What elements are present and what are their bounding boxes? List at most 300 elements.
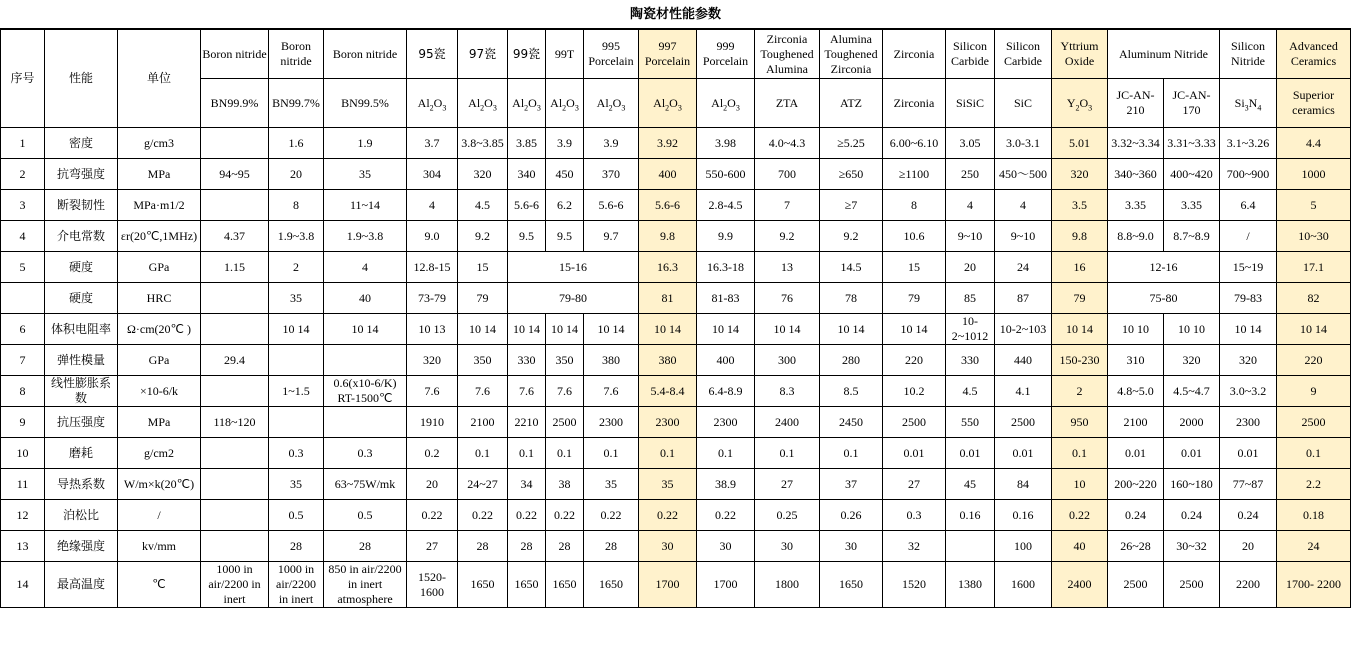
row-unit: g/cm2 (118, 438, 201, 469)
row-property: 弹性模量 (45, 345, 118, 376)
material-header: Silicon Nitride (1220, 30, 1277, 79)
table-cell: 79 (1052, 283, 1108, 314)
table-row (1, 190, 1351, 221)
table-cell: 10 14 (820, 314, 883, 345)
table-cell: 10.6 (883, 221, 946, 252)
table-cell: 3.9 (546, 128, 584, 159)
table-cell: 15 (458, 252, 508, 283)
table-cell: 1380 (946, 562, 995, 608)
material-header: Silicon Carbide (946, 30, 995, 79)
table-cell: 79-83 (1220, 283, 1277, 314)
table-cell: 450～500 (995, 159, 1052, 190)
table-cell: 1650 (508, 562, 546, 608)
table-cell: 16.3 (639, 252, 697, 283)
table-cell: 9 (1277, 376, 1351, 407)
table-cell: 2200 (1220, 562, 1277, 608)
table-cell: 0.22 (458, 500, 508, 531)
table-cell: 1700 (639, 562, 697, 608)
table-cell: 330 (508, 345, 546, 376)
row-seq: 4 (1, 221, 45, 252)
table-cell: 0.24 (1164, 500, 1220, 531)
header-seq: 序号 (1, 30, 45, 128)
table-cell: 8 (883, 190, 946, 221)
table-cell: 8.8~9.0 (1108, 221, 1164, 252)
table-cell: 160~180 (1164, 469, 1220, 500)
table-cell: 27 (407, 531, 458, 562)
table-row (1, 159, 1351, 190)
table-cell: 320 (1164, 345, 1220, 376)
table-cell (201, 128, 269, 159)
table-cell: 1.15 (201, 252, 269, 283)
table-cell: 6.4-8.9 (697, 376, 755, 407)
table-cell: 7.6 (546, 376, 584, 407)
table-cell: 7.6 (508, 376, 546, 407)
table-cell: 8.5 (820, 376, 883, 407)
table-cell: 24~27 (458, 469, 508, 500)
material-header: 99T (546, 30, 584, 79)
table-cell (946, 531, 995, 562)
table-cell: 4 (995, 190, 1052, 221)
material-header: 95瓷 (407, 30, 458, 79)
table-row (1, 252, 1351, 283)
table-cell: 63~75W/mk (324, 469, 407, 500)
table-cell: 3.8~3.85 (458, 128, 508, 159)
table-cell: 150-230 (1052, 345, 1108, 376)
table-cell: 28 (269, 531, 324, 562)
grade-header: $Al_2O_3$ (639, 79, 697, 128)
table-cell: 0.16 (946, 500, 995, 531)
table-cell: 280 (820, 345, 883, 376)
table-cell: 1700- 2200 (1277, 562, 1351, 608)
table-cell: 4.5~4.7 (1164, 376, 1220, 407)
table-cell: 1~1.5 (269, 376, 324, 407)
row-unit: ℃ (118, 562, 201, 608)
grade-header: $Al_2O_3$ (584, 79, 639, 128)
table-cell (201, 500, 269, 531)
row-unit: MPa (118, 407, 201, 438)
table-cell: 15~19 (1220, 252, 1277, 283)
table-cell: 4.0~4.3 (755, 128, 820, 159)
header-unit: 单位 (118, 30, 201, 128)
table-cell: 0.5 (269, 500, 324, 531)
row-unit: W/m×k(20℃) (118, 469, 201, 500)
table-cell: 3.98 (697, 128, 755, 159)
table-cell: 2 (269, 252, 324, 283)
table-cell: 11~14 (324, 190, 407, 221)
table-cell: 79 (458, 283, 508, 314)
table-cell: 10.2 (883, 376, 946, 407)
table-cell: 38.9 (697, 469, 755, 500)
table-cell: 2100 (458, 407, 508, 438)
table-cell: 32 (883, 531, 946, 562)
table-cell: 3.0-3.1 (995, 128, 1052, 159)
table-cell: 28 (324, 531, 407, 562)
table-cell: 330 (946, 345, 995, 376)
table-cell: 0.16 (995, 500, 1052, 531)
table-cell: 4.4 (1277, 128, 1351, 159)
table-cell: 10 14 (1277, 314, 1351, 345)
table-cell: 16.3-18 (697, 252, 755, 283)
table-cell: 1650 (820, 562, 883, 608)
table-cell: 3.0~3.2 (1220, 376, 1277, 407)
row-property: 磨耗 (45, 438, 118, 469)
table-cell: 1650 (584, 562, 639, 608)
table-row (1, 345, 1351, 376)
table-cell: 0.1 (755, 438, 820, 469)
table-cell: 0.01 (1108, 438, 1164, 469)
table-cell: 0.24 (1108, 500, 1164, 531)
table-cell: 10 14 (508, 314, 546, 345)
table-cell: 1600 (995, 562, 1052, 608)
table-cell: 26~28 (1108, 531, 1164, 562)
table-cell: 350 (546, 345, 584, 376)
table-cell: 2300 (697, 407, 755, 438)
table-cell: 10 10 (1108, 314, 1164, 345)
table-cell: 3.7 (407, 128, 458, 159)
grade-header: SiC (995, 79, 1052, 128)
material-header: Zirconia (883, 30, 946, 79)
table-cell (201, 531, 269, 562)
table-row (1, 469, 1351, 500)
table-cell: 700~900 (1220, 159, 1277, 190)
table-cell: 12.8-15 (407, 252, 458, 283)
row-seq: 11 (1, 469, 45, 500)
row-property: 断裂韧性 (45, 190, 118, 221)
grade-header: $Al_2O_3$ (546, 79, 584, 128)
row-seq: 9 (1, 407, 45, 438)
table-cell: 0.18 (1277, 500, 1351, 531)
table-cell: 5 (1277, 190, 1351, 221)
material-header: 997 Porcelain (639, 30, 697, 79)
table-cell: 29.4 (201, 345, 269, 376)
table-cell: 28 (508, 531, 546, 562)
table-cell: 0.1 (458, 438, 508, 469)
table-cell: 1000 in air/2200 in inert (269, 562, 324, 608)
table-cell: 200~220 (1108, 469, 1164, 500)
table-cell (201, 190, 269, 221)
row-unit: εr(20℃,1MHz) (118, 221, 201, 252)
material-header: Silicon Carbide (995, 30, 1052, 79)
table-cell: 2400 (1052, 562, 1108, 608)
table-cell: 1520 (883, 562, 946, 608)
table-cell: 0.1 (639, 438, 697, 469)
table-cell: 3.5 (1052, 190, 1108, 221)
table-row (1, 531, 1351, 562)
row-unit: GPa (118, 345, 201, 376)
table-cell: 4.5 (458, 190, 508, 221)
table-cell: 6.2 (546, 190, 584, 221)
table-cell: 2.2 (1277, 469, 1351, 500)
grade-header: $Al_2O_3$ (508, 79, 546, 128)
table-cell: 15-16 (508, 252, 639, 283)
table-cell: 0.3 (883, 500, 946, 531)
grade-header: ZTA (755, 79, 820, 128)
table-cell: 0.26 (820, 500, 883, 531)
table-cell: 28 (584, 531, 639, 562)
table-cell: 0.24 (1220, 500, 1277, 531)
material-header: Boron nitride (324, 30, 407, 79)
header-row-grades (1, 79, 1351, 128)
table-cell: 73-79 (407, 283, 458, 314)
table-cell: 380 (584, 345, 639, 376)
row-seq: 12 (1, 500, 45, 531)
table-cell: 10 (1052, 469, 1108, 500)
grade-header: $Si_3N_4$ (1220, 79, 1277, 128)
row-unit: HRC (118, 283, 201, 314)
table-cell: 1700 (697, 562, 755, 608)
table-cell: 10 14 (546, 314, 584, 345)
table-cell: 2.8-4.5 (697, 190, 755, 221)
ceramic-properties-table (0, 29, 1351, 608)
row-seq: 3 (1, 190, 45, 221)
table-cell (269, 345, 324, 376)
grade-header: BN99.7% (269, 79, 324, 128)
table-cell: 0.1 (697, 438, 755, 469)
row-seq: 2 (1, 159, 45, 190)
table-cell: 30~32 (1164, 531, 1220, 562)
table-cell: 0.1 (508, 438, 546, 469)
table-cell: 34 (508, 469, 546, 500)
table-cell: ≥5.25 (820, 128, 883, 159)
row-unit: kv/mm (118, 531, 201, 562)
table-cell: 10 14 (755, 314, 820, 345)
table-cell: 9.8 (1052, 221, 1108, 252)
row-property: 硬度 (45, 283, 118, 314)
table-cell: 2210 (508, 407, 546, 438)
table-cell: 100 (995, 531, 1052, 562)
table-cell: 16 (1052, 252, 1108, 283)
table-cell: 0.01 (1164, 438, 1220, 469)
row-unit: / (118, 500, 201, 531)
table-cell: 40 (324, 283, 407, 314)
table-cell: 1.9 (324, 128, 407, 159)
table-cell: 1.6 (269, 128, 324, 159)
table-cell: 340 (508, 159, 546, 190)
table-cell: 0.22 (508, 500, 546, 531)
table-cell: 3.05 (946, 128, 995, 159)
table-cell: 2500 (1164, 562, 1220, 608)
material-header: Zirconia Toughened Alumina (755, 30, 820, 79)
table-cell: 7.6 (458, 376, 508, 407)
grade-header: $Al_2O_3$ (697, 79, 755, 128)
material-header: Boron nitride (201, 30, 269, 79)
material-header: Alumina Toughened Zirconia (820, 30, 883, 79)
table-cell: 550-600 (697, 159, 755, 190)
table-cell: 320 (458, 159, 508, 190)
grade-header: Zirconia (883, 79, 946, 128)
row-unit: Ω·cm(20℃ ) (118, 314, 201, 345)
row-seq: 5 (1, 252, 45, 283)
table-cell: 0.01 (1220, 438, 1277, 469)
table-cell: 10 14 (324, 314, 407, 345)
table-cell: 0.1 (584, 438, 639, 469)
table-cell (201, 283, 269, 314)
table-cell: 0.1 (546, 438, 584, 469)
table-cell: 10-2~1012 (946, 314, 995, 345)
row-property: 抗弯强度 (45, 159, 118, 190)
table-cell: 5.6-6 (584, 190, 639, 221)
table-cell: 20 (1220, 531, 1277, 562)
table-cell: 35 (639, 469, 697, 500)
table-cell: 1.9~3.8 (269, 221, 324, 252)
table-cell: 30 (820, 531, 883, 562)
grade-header: JC-AN-170 (1164, 79, 1220, 128)
table-cell: 10~30 (1277, 221, 1351, 252)
table-cell: 220 (883, 345, 946, 376)
table-cell: 76 (755, 283, 820, 314)
table-cell: 84 (995, 469, 1052, 500)
table-cell: 3.32~3.34 (1108, 128, 1164, 159)
page-title: 陶瓷材性能参数 (0, 0, 1351, 29)
table-cell: 300 (755, 345, 820, 376)
table-cell: 10 14 (584, 314, 639, 345)
table-cell: 1000 (1277, 159, 1351, 190)
table-cell: 81-83 (697, 283, 755, 314)
table-cell: 8.3 (755, 376, 820, 407)
table-cell: ≥650 (820, 159, 883, 190)
table-cell: 37 (820, 469, 883, 500)
table-row (1, 221, 1351, 252)
row-property: 泊松比 (45, 500, 118, 531)
table-cell: 220 (1277, 345, 1351, 376)
table-cell: 0.5 (324, 500, 407, 531)
table-cell: 10 14 (883, 314, 946, 345)
row-seq: 8 (1, 376, 45, 407)
table-row (1, 562, 1351, 608)
table-cell: 0.22 (639, 500, 697, 531)
table-cell: 2000 (1164, 407, 1220, 438)
table-cell: 6.4 (1220, 190, 1277, 221)
table-cell: 3.85 (508, 128, 546, 159)
table-cell: 10 14 (1220, 314, 1277, 345)
table-cell: 45 (946, 469, 995, 500)
table-cell: 78 (820, 283, 883, 314)
table-row (1, 438, 1351, 469)
table-cell: 2500 (546, 407, 584, 438)
table-cell: 0.3 (269, 438, 324, 469)
table-cell: 20 (269, 159, 324, 190)
table-row (1, 314, 1351, 345)
row-seq (1, 283, 45, 314)
table-cell: 2500 (995, 407, 1052, 438)
table-cell: 3.31~3.33 (1164, 128, 1220, 159)
table-cell: 2500 (883, 407, 946, 438)
material-header: Advanced Ceramics (1277, 30, 1351, 79)
table-cell: 4 (407, 190, 458, 221)
row-unit: GPa (118, 252, 201, 283)
table-cell: 4.8~5.0 (1108, 376, 1164, 407)
table-cell: 118~120 (201, 407, 269, 438)
table-row (1, 283, 1351, 314)
table-cell: 9.2 (755, 221, 820, 252)
table-cell: 700 (755, 159, 820, 190)
table-cell: 10 13 (407, 314, 458, 345)
table-cell: 304 (407, 159, 458, 190)
table-cell: 2400 (755, 407, 820, 438)
row-property: 密度 (45, 128, 118, 159)
table-row (1, 376, 1351, 407)
table-cell: 81 (639, 283, 697, 314)
table-cell: 5.6-6 (639, 190, 697, 221)
table-cell: 28 (458, 531, 508, 562)
table-cell: 7.6 (584, 376, 639, 407)
table-cell: 30 (639, 531, 697, 562)
row-property: 最高温度 (45, 562, 118, 608)
table-cell: 1000 in air/2200 in inert (201, 562, 269, 608)
table-cell (201, 469, 269, 500)
grade-header: BN99.5% (324, 79, 407, 128)
table-cell: 1800 (755, 562, 820, 608)
table-cell: 17.1 (1277, 252, 1351, 283)
table-cell: 35 (269, 469, 324, 500)
table-cell: 0.01 (946, 438, 995, 469)
row-seq: 7 (1, 345, 45, 376)
grade-header: $Al_2O_3$ (407, 79, 458, 128)
table-cell: 9.9 (697, 221, 755, 252)
table-cell: 9~10 (995, 221, 1052, 252)
table-cell: 79 (883, 283, 946, 314)
header-property: 性能 (45, 30, 118, 128)
table-cell: 9.2 (820, 221, 883, 252)
table-cell: 0.22 (407, 500, 458, 531)
table-cell: 2300 (584, 407, 639, 438)
table-cell (324, 345, 407, 376)
table-cell: 2100 (1108, 407, 1164, 438)
table-cell: 9.8 (639, 221, 697, 252)
table-cell: 400 (697, 345, 755, 376)
table-cell: ≥7 (820, 190, 883, 221)
table-cell: 1910 (407, 407, 458, 438)
row-seq: 13 (1, 531, 45, 562)
table-cell: 28 (546, 531, 584, 562)
table-cell: 850 in air/2200 in inert atmosphere (324, 562, 407, 608)
table-cell: 400 (639, 159, 697, 190)
table-cell: 0.1 (1052, 438, 1108, 469)
table-cell: ≥1100 (883, 159, 946, 190)
row-property: 抗压强度 (45, 407, 118, 438)
table-cell (201, 438, 269, 469)
table-cell: 6.00~6.10 (883, 128, 946, 159)
row-unit: g/cm3 (118, 128, 201, 159)
table-cell: 77~87 (1220, 469, 1277, 500)
table-cell: 35 (324, 159, 407, 190)
table-cell: 340~360 (1108, 159, 1164, 190)
material-header: 99瓷 (508, 30, 546, 79)
table-cell: 13 (755, 252, 820, 283)
row-seq: 10 (1, 438, 45, 469)
table-cell: 38 (546, 469, 584, 500)
table-cell: 9.0 (407, 221, 458, 252)
table-cell: 9~10 (946, 221, 995, 252)
table-cell: 0.1 (1277, 438, 1351, 469)
row-property: 介电常数 (45, 221, 118, 252)
table-cell: 2500 (1108, 562, 1164, 608)
table-cell: 14.5 (820, 252, 883, 283)
table-cell: 3.35 (1108, 190, 1164, 221)
row-seq: 14 (1, 562, 45, 608)
table-cell: 87 (995, 283, 1052, 314)
table-cell: 3.9 (584, 128, 639, 159)
table-cell: 0.22 (546, 500, 584, 531)
row-property: 绝缘强度 (45, 531, 118, 562)
table-cell: 320 (1052, 159, 1108, 190)
table-cell: 24 (1277, 531, 1351, 562)
table-cell: 2 (1052, 376, 1108, 407)
table-cell: 10 14 (697, 314, 755, 345)
table-cell: 380 (639, 345, 697, 376)
table-cell: 40 (1052, 531, 1108, 562)
table-cell: 0.3 (324, 438, 407, 469)
